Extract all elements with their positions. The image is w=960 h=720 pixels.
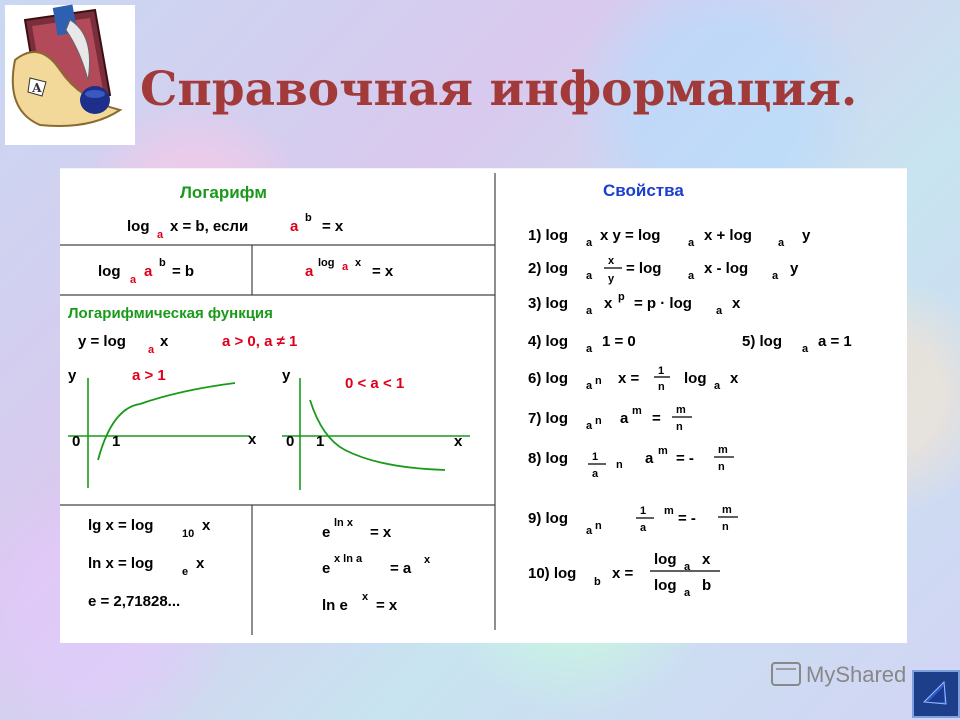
arrow-icon bbox=[914, 672, 958, 716]
svg-text:x: x bbox=[732, 295, 741, 312]
graph1-x-label: x bbox=[248, 431, 257, 448]
svg-text:n: n bbox=[676, 421, 683, 433]
property-1 bbox=[528, 227, 811, 249]
svg-text:= -: = - bbox=[676, 450, 694, 467]
identity1-log: log bbox=[98, 263, 121, 280]
svg-text:x: x bbox=[730, 370, 739, 387]
exp2-sup: x ln a bbox=[334, 553, 363, 565]
graph1-y-label: у bbox=[68, 367, 77, 384]
svg-text:x y = log: x y = log bbox=[600, 227, 661, 244]
svg-text:a: a bbox=[778, 237, 785, 249]
func-def-base: a bbox=[148, 344, 155, 356]
svg-text:a: a bbox=[716, 305, 723, 317]
identity2-a: a bbox=[305, 263, 314, 280]
svg-text:x: x bbox=[604, 295, 613, 312]
svg-text:1: 1 bbox=[640, 505, 647, 517]
svg-text:m: m bbox=[676, 404, 686, 416]
exp2-end: = a bbox=[390, 560, 412, 577]
svg-text:log: log bbox=[654, 577, 677, 594]
func-def-x: x bbox=[160, 333, 169, 350]
identity2-end: = x bbox=[372, 263, 394, 280]
svg-text:a: a bbox=[592, 468, 599, 480]
graph1-one: 1 bbox=[112, 433, 121, 450]
svg-text:7) log: 7) log bbox=[528, 410, 568, 427]
lg-def: lg x = log bbox=[88, 517, 154, 534]
lg-base: 10 bbox=[182, 528, 195, 540]
exp1-end: = x bbox=[370, 524, 392, 541]
svg-text:a: a bbox=[586, 420, 593, 432]
svg-text:p: p bbox=[618, 291, 625, 303]
svg-text:3) log: 3) log bbox=[528, 295, 568, 312]
svg-text:a: a bbox=[684, 561, 691, 573]
property-7 bbox=[528, 404, 692, 433]
log-def-end: = x bbox=[322, 218, 344, 235]
func-def-y: y = log bbox=[78, 333, 126, 350]
svg-text:m: m bbox=[658, 445, 668, 457]
svg-text:a = 1: a = 1 bbox=[818, 333, 852, 350]
svg-text:m: m bbox=[718, 444, 728, 456]
watermark-logo bbox=[770, 655, 920, 691]
property-4 bbox=[528, 333, 636, 355]
svg-text:n: n bbox=[595, 520, 602, 532]
svg-text:= -: = - bbox=[678, 510, 696, 527]
svg-text:x: x bbox=[608, 255, 615, 267]
svg-text:b: b bbox=[594, 576, 601, 588]
svg-text:a: a bbox=[802, 343, 809, 355]
graph2-x-label: x bbox=[454, 433, 463, 450]
property-9 bbox=[528, 504, 738, 537]
svg-text:a: a bbox=[688, 237, 695, 249]
ln-x: x bbox=[196, 555, 205, 572]
ln-base: e bbox=[182, 566, 189, 578]
svg-text:10) log: 10) log bbox=[528, 565, 577, 582]
svg-text:b: b bbox=[702, 577, 712, 594]
svg-text:А: А bbox=[32, 81, 42, 95]
svg-text:m: m bbox=[664, 505, 674, 517]
graph2-one: 1 bbox=[316, 433, 325, 450]
log-def-exp: b bbox=[305, 212, 312, 224]
graph2-zero: 0 bbox=[286, 433, 295, 450]
svg-text:y: y bbox=[790, 260, 799, 277]
log-def-a: a bbox=[290, 218, 299, 235]
exp1-sup: ln x bbox=[334, 517, 353, 529]
identity1-a: a bbox=[144, 263, 153, 280]
svg-text:n: n bbox=[722, 521, 729, 533]
identity1-exp: b bbox=[159, 257, 166, 269]
identity2-x: x bbox=[355, 257, 362, 269]
identity2-log: log bbox=[318, 257, 335, 269]
svg-text:x: x bbox=[702, 551, 711, 568]
svg-text:n: n bbox=[616, 459, 623, 471]
property-6 bbox=[528, 365, 739, 393]
svg-text:x =: x = bbox=[618, 370, 640, 387]
svg-text:x + log: x + log bbox=[704, 227, 752, 244]
log-def-mid: x = b, если bbox=[170, 218, 249, 235]
svg-text:=: = bbox=[652, 410, 661, 427]
page-title: Справочная информация. bbox=[140, 62, 858, 117]
svg-text:a: a bbox=[772, 270, 779, 282]
svg-text:4) log: 4) log bbox=[528, 333, 568, 350]
exp1-e: e bbox=[322, 524, 331, 541]
func-heading: Логарифмическая функция bbox=[68, 305, 273, 322]
svg-text:a: a bbox=[586, 525, 593, 537]
svg-text:m: m bbox=[722, 504, 732, 516]
svg-text:8) log: 8) log bbox=[528, 450, 568, 467]
svg-text:1) log: 1) log bbox=[528, 227, 568, 244]
svg-text:6) log: 6) log bbox=[528, 370, 568, 387]
identity1-end: = b bbox=[172, 263, 195, 280]
svg-text:a: a bbox=[688, 270, 695, 282]
exp2-e: e bbox=[322, 560, 331, 577]
graph-decreasing bbox=[282, 367, 470, 490]
svg-text:a: a bbox=[684, 587, 691, 599]
exp2-sup2: x bbox=[424, 554, 431, 566]
svg-text:= log: = log bbox=[626, 260, 662, 277]
next-slide-button[interactable] bbox=[912, 670, 960, 718]
svg-text:x =: x = bbox=[612, 565, 634, 582]
log-heading: Логарифм bbox=[180, 183, 267, 202]
scroll-quill-logo bbox=[0, 0, 140, 150]
svg-text:log: log bbox=[684, 370, 707, 387]
identity1-base: a bbox=[130, 274, 137, 286]
svg-text:a: a bbox=[586, 305, 593, 317]
property-8 bbox=[528, 444, 734, 480]
property-2 bbox=[528, 255, 799, 285]
e-value: e = 2,71828... bbox=[88, 593, 181, 610]
svg-text:a: a bbox=[586, 237, 593, 249]
props-heading: Свойства bbox=[603, 181, 684, 200]
svg-text:5) log: 5) log bbox=[742, 333, 782, 350]
graph2-cond: 0 < a < 1 bbox=[345, 375, 405, 392]
ln-def: ln x = log bbox=[88, 555, 154, 572]
log-def-log: log bbox=[127, 218, 150, 235]
reference-table bbox=[60, 168, 907, 643]
exp3-end: = x bbox=[376, 597, 398, 614]
svg-text:n: n bbox=[595, 415, 602, 427]
identity2-base: a bbox=[342, 261, 349, 273]
svg-text:x - log: x - log bbox=[704, 260, 749, 277]
log-def-base: a bbox=[157, 229, 164, 241]
svg-text:y: y bbox=[802, 227, 811, 244]
graph-increasing bbox=[68, 367, 257, 488]
svg-text:n: n bbox=[658, 381, 665, 393]
svg-text:2) log: 2) log bbox=[528, 260, 568, 277]
svg-text:n: n bbox=[718, 461, 725, 473]
reference-table-svg bbox=[60, 168, 907, 643]
func-def-cond: a > 0, a ≠ 1 bbox=[222, 333, 298, 350]
svg-text:1: 1 bbox=[658, 365, 665, 377]
svg-text:a: a bbox=[586, 270, 593, 282]
watermark-text: MyShared bbox=[806, 662, 907, 687]
svg-text:m: m bbox=[632, 405, 642, 417]
svg-text:1: 1 bbox=[592, 451, 599, 463]
svg-text:a: a bbox=[640, 522, 647, 534]
svg-text:9) log: 9) log bbox=[528, 510, 568, 527]
exp3-ln: ln e bbox=[322, 597, 348, 614]
svg-text:a: a bbox=[586, 343, 593, 355]
graph1-zero: 0 bbox=[72, 433, 81, 450]
svg-text:y: y bbox=[608, 273, 615, 285]
svg-text:= p · log: = p · log bbox=[634, 295, 692, 312]
property-3 bbox=[528, 291, 741, 317]
lg-x: x bbox=[202, 517, 211, 534]
svg-text:1 = 0: 1 = 0 bbox=[602, 333, 636, 350]
property-5 bbox=[742, 333, 852, 355]
graph1-cond: a > 1 bbox=[132, 367, 166, 384]
exp3-sup: x bbox=[362, 591, 369, 603]
svg-text:n: n bbox=[595, 375, 602, 387]
svg-text:a: a bbox=[620, 410, 629, 427]
svg-text:log: log bbox=[654, 551, 677, 568]
svg-text:a: a bbox=[586, 380, 593, 392]
svg-text:a: a bbox=[714, 380, 721, 392]
svg-text:a: a bbox=[645, 450, 654, 467]
graph2-y-label: у bbox=[282, 367, 291, 384]
property-10 bbox=[528, 551, 720, 599]
